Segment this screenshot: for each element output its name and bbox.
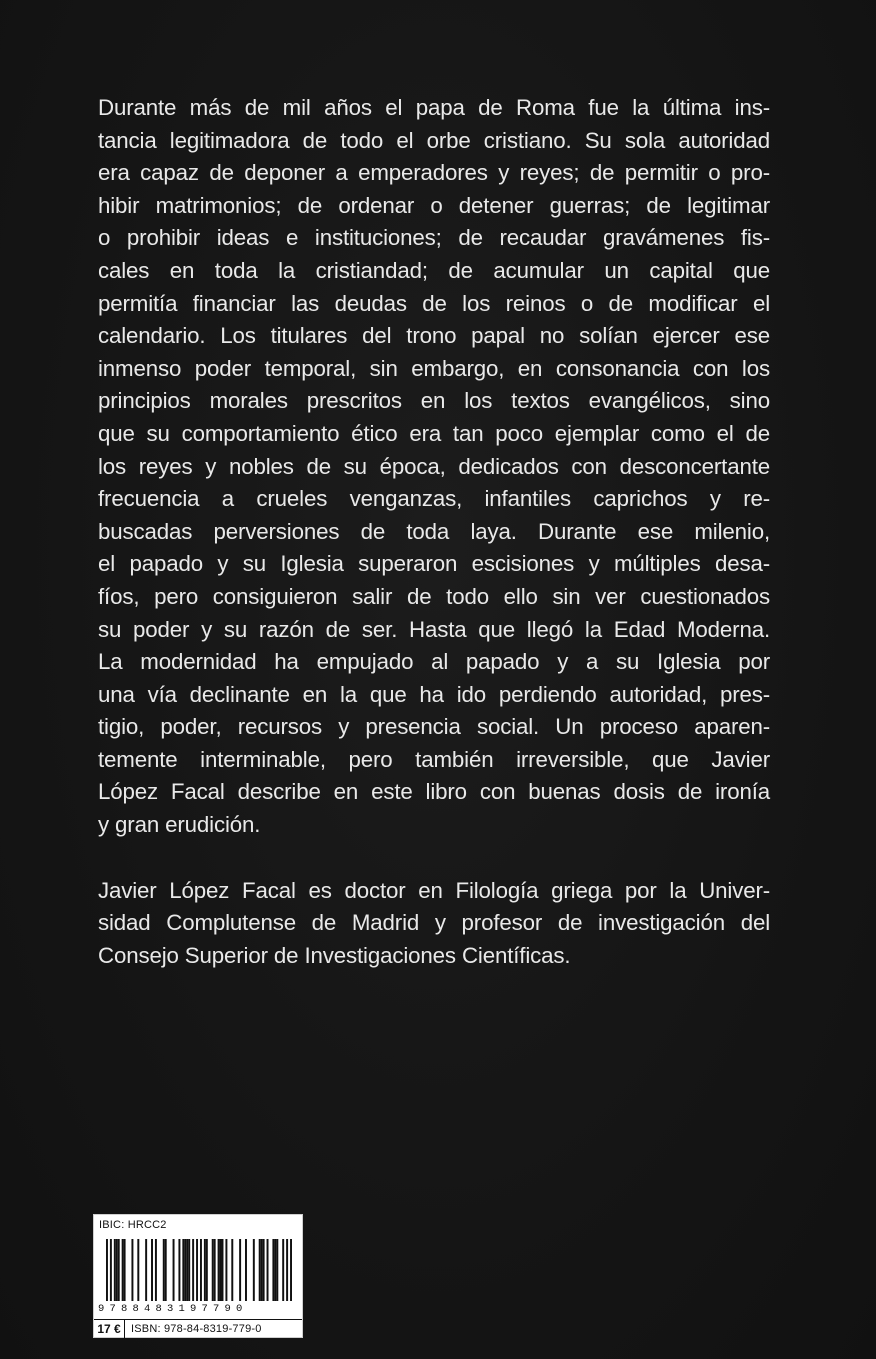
barcode-bar bbox=[239, 1239, 241, 1301]
text-line: principios morales prescritos en los textos evangélicos, sino bbox=[98, 388, 770, 414]
blurb-text bbox=[98, 92, 770, 972]
text-line: cales en toda la cristiandad; de acumular un capital que bbox=[98, 257, 770, 283]
text-line: La modernidad ha empujado al papado y a su Iglesia por bbox=[98, 649, 770, 675]
text-line: frecuencia a crueles venganzas, infantiles caprichos y re- bbox=[98, 486, 770, 512]
barcode-bar bbox=[192, 1239, 194, 1301]
paragraph-spacer bbox=[98, 842, 770, 875]
isbn-number: ISBN: 978-84-8319-779-0 bbox=[131, 1323, 262, 1335]
text-line: Consejo Superior de Investigaciones Científicas. bbox=[98, 942, 571, 968]
barcode-bar bbox=[214, 1239, 216, 1301]
barcode-bar bbox=[261, 1239, 263, 1301]
ibic-code: IBIC: HRCC2 bbox=[99, 1219, 167, 1231]
barcode-bar bbox=[222, 1239, 224, 1301]
barcode-label bbox=[93, 1214, 303, 1338]
text-line: fíos, pero consiguieron salir de todo ello sin ver cuestionados bbox=[98, 583, 770, 609]
barcode-bar bbox=[290, 1239, 292, 1301]
text-line: temente interminable, pero también irreversible, que Javier bbox=[98, 746, 770, 772]
barcode-bar bbox=[106, 1239, 108, 1301]
barcode-bar bbox=[245, 1239, 247, 1301]
text-line: tancia legitimadora de todo el orbe cristiano. Su sola autoridad bbox=[98, 127, 770, 153]
ean-digits: 9788483197790 bbox=[98, 1303, 248, 1315]
barcode-bar bbox=[145, 1239, 147, 1301]
barcode-bar bbox=[178, 1239, 180, 1301]
barcode-bar bbox=[188, 1239, 190, 1301]
author-bio bbox=[98, 875, 770, 973]
barcode-bar bbox=[274, 1239, 276, 1301]
barcode-bar bbox=[253, 1239, 255, 1301]
price-tag: 17 € bbox=[94, 1320, 125, 1338]
barcode-bar bbox=[212, 1239, 214, 1301]
text-line: Durante más de mil años el papa de Roma fue la última ins- bbox=[98, 95, 770, 120]
barcode-bar bbox=[173, 1239, 175, 1301]
text-line: calendario. Los titulares del trono papal no solían ejercer ese bbox=[98, 323, 770, 349]
price-isbn-strip bbox=[94, 1319, 302, 1338]
barcode-bar bbox=[286, 1239, 288, 1301]
barcode-bar bbox=[131, 1239, 133, 1301]
barcode-bar bbox=[231, 1239, 233, 1301]
barcode-bar bbox=[225, 1239, 227, 1301]
barcode-bar bbox=[151, 1239, 153, 1301]
text-line: López Facal describe en este libro con buenas dosis de ironía bbox=[98, 779, 770, 805]
barcode-bar bbox=[182, 1239, 184, 1301]
text-line: que su comportamiento ético era tan poco ejemplar como el de bbox=[98, 420, 770, 446]
barcode-graphic bbox=[106, 1239, 292, 1301]
barcode-bar bbox=[186, 1239, 188, 1301]
barcode-bar bbox=[218, 1239, 220, 1301]
barcode-bar bbox=[110, 1239, 112, 1301]
barcode-bar bbox=[196, 1239, 198, 1301]
barcode-bar bbox=[114, 1239, 116, 1301]
text-line: el papado y su Iglesia superaron escisiones y múltiples desa- bbox=[98, 551, 770, 577]
barcode-bar bbox=[200, 1239, 202, 1301]
barcode-bar bbox=[276, 1239, 278, 1301]
text-line: inmenso poder temporal, sin embargo, en consonancia con los bbox=[98, 355, 770, 381]
text-line: permitía financiar las deudas de los reinos o de modificar el bbox=[98, 290, 770, 316]
text-line: Javier López Facal es doctor en Filología griega por la Univer- bbox=[98, 877, 770, 903]
barcode-bar bbox=[124, 1239, 126, 1301]
barcode-bar bbox=[267, 1239, 269, 1301]
barcode-bar bbox=[137, 1239, 139, 1301]
blurb-paragraph-1 bbox=[98, 92, 770, 842]
text-line: y gran erudición. bbox=[98, 812, 261, 838]
text-line: sidad Complutense de Madrid y profesor de investigación del bbox=[98, 910, 770, 936]
barcode-bar bbox=[220, 1239, 222, 1301]
text-line: o prohibir ideas e instituciones; de recaudar gravámenes fis- bbox=[98, 225, 770, 251]
barcode-bar bbox=[163, 1239, 165, 1301]
text-line: los reyes y nobles de su época, dedicados con desconcertante bbox=[98, 453, 770, 479]
text-line: su poder y su razón de ser. Hasta que llegó la Edad Moderna. bbox=[98, 616, 770, 642]
barcode-bar bbox=[263, 1239, 265, 1301]
text-line: tigio, poder, recursos y presencia social. Un proceso aparen- bbox=[98, 714, 770, 740]
barcode-bar bbox=[272, 1239, 274, 1301]
text-line: buscadas perversiones de toda laya. Durante ese milenio, bbox=[98, 518, 770, 544]
barcode-bar bbox=[118, 1239, 120, 1301]
barcode-bar bbox=[206, 1239, 208, 1301]
barcode-bar bbox=[116, 1239, 118, 1301]
barcode-bar bbox=[204, 1239, 206, 1301]
text-line: una vía declinante en la que ha ido perdiendo autoridad, pres- bbox=[98, 681, 770, 707]
barcode-bar bbox=[184, 1239, 186, 1301]
barcode-bar bbox=[122, 1239, 124, 1301]
barcode-bar bbox=[165, 1239, 167, 1301]
text-line: hibir matrimonios; de ordenar o detener guerras; de legitimar bbox=[98, 192, 770, 218]
barcode-bar bbox=[155, 1239, 157, 1301]
barcode-bar bbox=[282, 1239, 284, 1301]
text-line: era capaz de deponer a emperadores y reyes; de permitir o pro- bbox=[98, 160, 770, 186]
barcode-bar bbox=[259, 1239, 261, 1301]
